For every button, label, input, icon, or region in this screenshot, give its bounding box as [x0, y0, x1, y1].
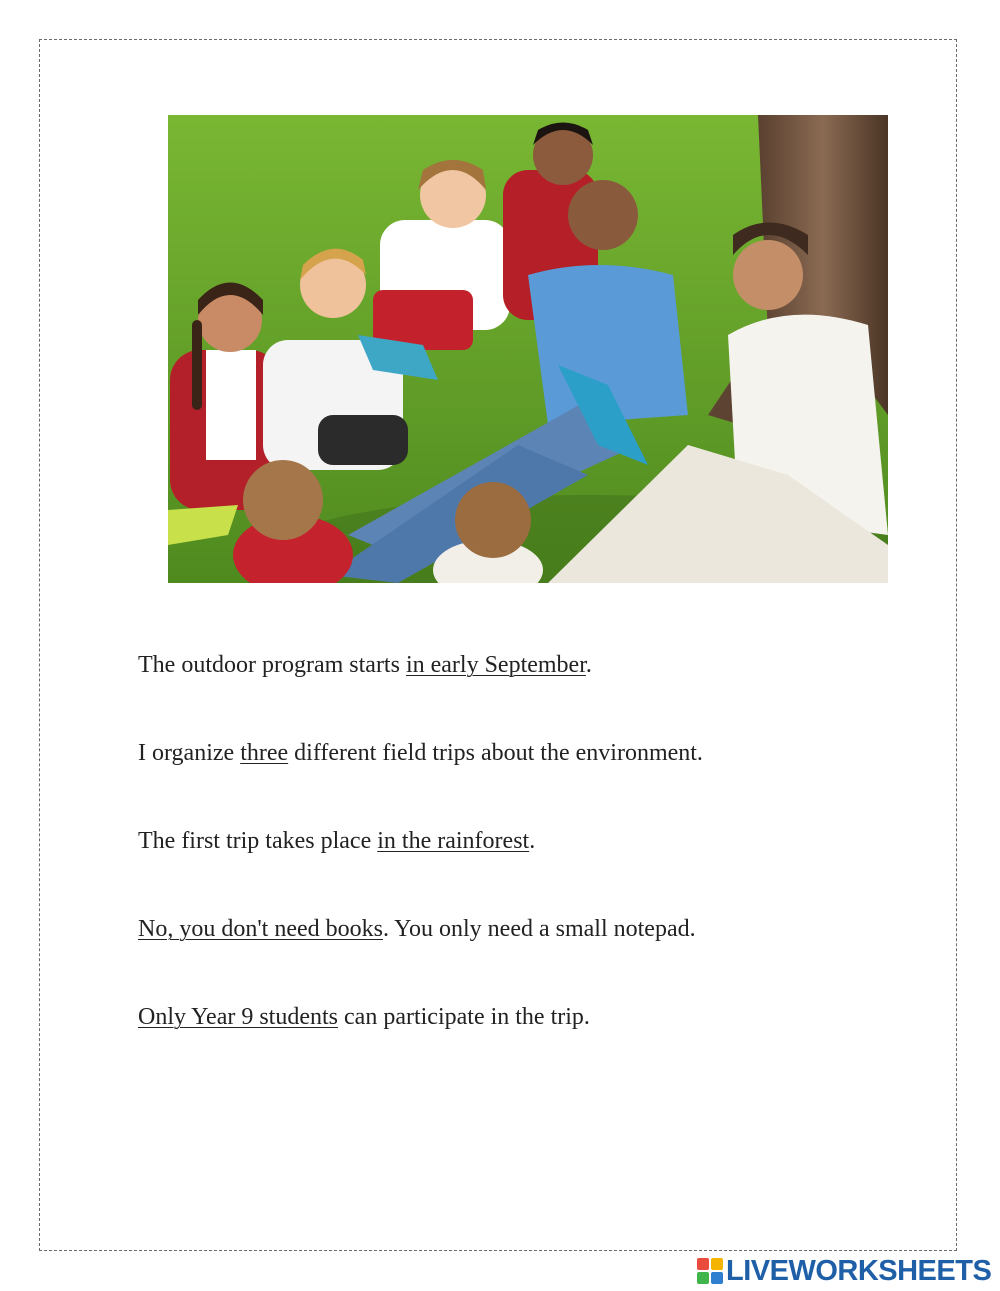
liveworksheets-brand[interactable]: [697, 1256, 991, 1286]
sentence-4-after: . You only need a small notepad.: [382, 916, 696, 942]
sentence-5-after: can participate in the trip.: [338, 1004, 590, 1030]
sentence-1-after: .: [585, 652, 592, 678]
sentence-3: [138, 826, 535, 856]
sentence-2-after: different field trips about the environment.: [288, 740, 703, 766]
sentence-4-answer[interactable]: No, you don't need books: [138, 916, 383, 942]
liveworksheets-logo-icon: [697, 1258, 723, 1284]
sentence-1-answer[interactable]: in early September: [405, 652, 586, 678]
logo-square-red: [697, 1258, 709, 1270]
teachers-and-students-photo-image: [168, 115, 888, 583]
sentence-5: [138, 1002, 590, 1032]
logo-square-yellow: [711, 1258, 723, 1270]
worksheet-photo: [168, 115, 888, 583]
sentence-1: [138, 650, 592, 680]
liveworksheets-wordmark: LIVEWORKSHEETS: [726, 1255, 992, 1287]
logo-square-blue: [711, 1272, 723, 1284]
sentence-5-answer[interactable]: Only Year 9 students: [138, 1004, 339, 1030]
sentence-4: [138, 914, 696, 944]
sentence-3-after: .: [529, 828, 536, 854]
sentence-2-answer[interactable]: three: [240, 740, 289, 766]
sentence-3-answer[interactable]: in the rainforest: [377, 828, 530, 854]
sentence-3-before: The first trip takes place: [138, 828, 378, 854]
sentence-1-before: The outdoor program starts: [138, 652, 406, 678]
sentence-2: [138, 738, 703, 768]
logo-square-green: [697, 1272, 709, 1284]
sentence-2-before: I organize: [138, 740, 241, 766]
